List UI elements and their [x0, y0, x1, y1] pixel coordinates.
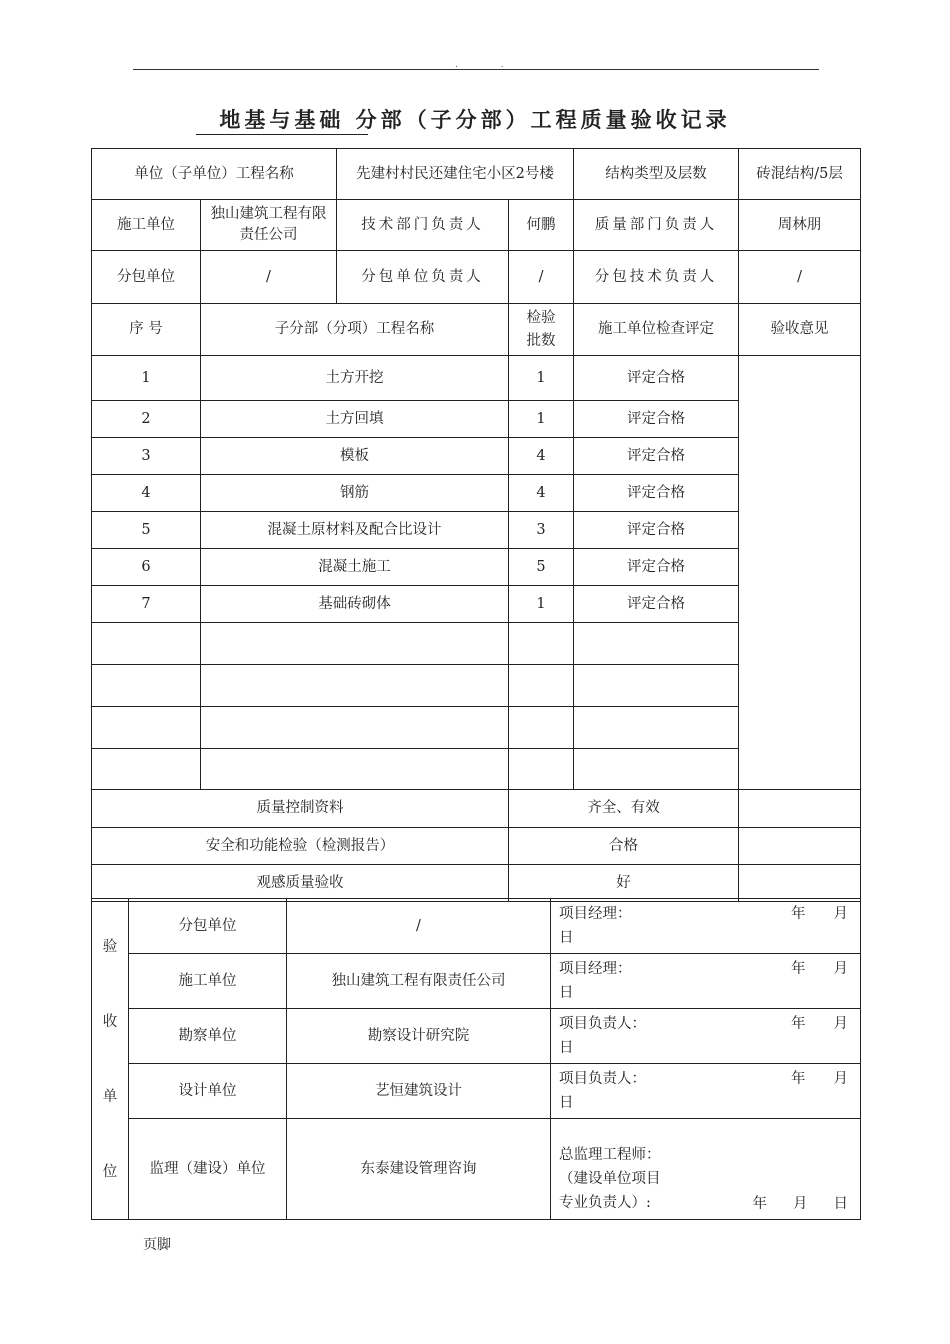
- row-batches: 4: [509, 475, 574, 512]
- header-dots: . .: [455, 60, 524, 70]
- safety-check-value: 合格: [509, 828, 739, 865]
- unit-signature: [551, 899, 861, 954]
- tech-head-value: 何鹏: [509, 200, 574, 251]
- year-label: 年: [791, 1016, 806, 1032]
- month-label: 月: [833, 906, 848, 922]
- row-batches: 4: [509, 438, 574, 475]
- col-opinion-header: 验收意见: [739, 304, 861, 356]
- row-seq: 3: [92, 438, 201, 475]
- signer-label: 项目负责人：: [559, 1016, 646, 1032]
- day-label: 日: [559, 1095, 574, 1111]
- unit-signature: [551, 1064, 861, 1119]
- unit-role: 勘察单位: [129, 1009, 287, 1064]
- side-char: 验: [102, 938, 118, 955]
- page-footer: 页脚: [143, 1237, 171, 1253]
- supervisor-signature: [551, 1119, 861, 1220]
- tech-head-label: 技术部门负责人: [337, 200, 509, 251]
- subcontractor-label: 分包单位: [92, 251, 201, 304]
- unit-name: 独山建筑工程有限责任公司: [287, 954, 551, 1009]
- unit-role: 施工单位: [129, 954, 287, 1009]
- qc-docs-label: 质量控制资料: [92, 790, 509, 828]
- batches-header-line2: 批数: [526, 332, 556, 349]
- structure-value: 砖混结构/5层: [739, 149, 861, 200]
- subcontractor-value: /: [201, 251, 337, 304]
- side-char: 单: [102, 1088, 118, 1105]
- row-name: 混凝土原材料及配合比设计: [201, 512, 509, 549]
- signer-label: 项目负责人：: [559, 1071, 646, 1087]
- col-name-header: 子分部（分项）工程名称: [201, 304, 509, 356]
- contractor-value: 独山建筑工程有限责任公司: [201, 200, 337, 251]
- row-eval: 评定合格: [574, 549, 739, 586]
- unit-name: 勘察设计研究院: [287, 1009, 551, 1064]
- day-label: 日: [559, 985, 574, 1001]
- quality-head-value: 周林朋: [739, 200, 861, 251]
- side-char: 收: [102, 1013, 118, 1030]
- unit-name: 艺恒建筑设计: [287, 1064, 551, 1119]
- sub-tech-label: 分包技术负责人: [574, 251, 739, 304]
- col-eval-header: 施工单位检查评定: [574, 304, 739, 356]
- title-underlined-part: 地基与基础: [219, 107, 345, 132]
- structure-label: 结构类型及层数: [574, 149, 739, 200]
- signer-note: （建设单位项目: [559, 1171, 661, 1187]
- row-batches: 1: [509, 586, 574, 623]
- qc-docs-opinion: [739, 790, 861, 828]
- unit-role: 设计单位: [129, 1064, 287, 1119]
- row-seq: 5: [92, 512, 201, 549]
- year-label: 年: [791, 961, 806, 977]
- signer-label: 总监理工程师：: [559, 1147, 661, 1163]
- unit-signature: [551, 1009, 861, 1064]
- sub-head-label: 分包单位负责人: [337, 251, 509, 304]
- appearance-opinion: [739, 865, 861, 902]
- signer-note: 专业负责人）:: [559, 1195, 651, 1211]
- quality-head-label: 质量部门负责人: [574, 200, 739, 251]
- signer-label: 项目经理：: [559, 906, 632, 922]
- row-seq: 1: [92, 356, 201, 401]
- col-batches-header: [509, 304, 574, 356]
- unit-role: 分包单位: [129, 899, 287, 954]
- year-label: 年: [791, 1071, 806, 1087]
- year-label: 年: [791, 906, 806, 922]
- page-title: [0, 104, 950, 134]
- row-name: 钢筋: [201, 475, 509, 512]
- unit-name: 东泰建设管理咨询: [287, 1119, 551, 1220]
- row-batches: 1: [509, 356, 574, 401]
- table-row: [92, 356, 861, 401]
- row-eval: 评定合格: [574, 401, 739, 438]
- side-char: 位: [102, 1163, 118, 1180]
- contractor-label: 施工单位: [92, 200, 201, 251]
- year-label: 年: [752, 1196, 767, 1212]
- sub-tech-value: /: [739, 251, 861, 304]
- signer-label: 项目经理：: [559, 961, 632, 977]
- row-batches: 5: [509, 549, 574, 586]
- appearance-label: 观感质量验收: [92, 865, 509, 902]
- row-seq: 7: [92, 586, 201, 623]
- row-batches: 3: [509, 512, 574, 549]
- sub-head-value: /: [509, 251, 574, 304]
- row-eval: 评定合格: [574, 512, 739, 549]
- row-eval: 评定合格: [574, 586, 739, 623]
- unit-name: /: [287, 899, 551, 954]
- project-name-label: 单位（子单位）工程名称: [92, 149, 337, 200]
- row-seq: 6: [92, 549, 201, 586]
- row-eval: 评定合格: [574, 438, 739, 475]
- acceptance-record-table: [91, 148, 861, 902]
- month-label: 月: [833, 1071, 848, 1087]
- qc-docs-value: 齐全、有效: [509, 790, 739, 828]
- title-underline: [196, 134, 368, 135]
- day-label: 日: [833, 1196, 848, 1212]
- acceptance-units-side-label: [92, 899, 129, 1220]
- row-seq: 2: [92, 401, 201, 438]
- title-rest: 分部（子分部）工程质量验收记录: [344, 107, 731, 132]
- safety-check-label: 安全和功能检验（检测报告）: [92, 828, 509, 865]
- batches-header-line1: 检验: [526, 309, 556, 326]
- row-eval: 评定合格: [574, 356, 739, 401]
- row-eval: 评定合格: [574, 475, 739, 512]
- day-label: 日: [559, 930, 574, 946]
- row-name: 土方回填: [201, 401, 509, 438]
- acceptance-units-table: [91, 898, 861, 1220]
- header-rule: [133, 69, 819, 70]
- appearance-value: 好: [509, 865, 739, 902]
- project-name-value: 先建村村民还建住宅小区2号楼: [337, 149, 574, 200]
- month-label: 月: [833, 961, 848, 977]
- safety-check-opinion: [739, 828, 861, 865]
- row-name: 基础砖砌体: [201, 586, 509, 623]
- row-seq: 4: [92, 475, 201, 512]
- unit-role: 监理（建设）单位: [129, 1119, 287, 1220]
- row-name: 混凝土施工: [201, 549, 509, 586]
- opinion-cell: [739, 356, 861, 790]
- unit-signature: [551, 954, 861, 1009]
- col-seq-header: 序 号: [92, 304, 201, 356]
- row-batches: 1: [509, 401, 574, 438]
- month-label: 月: [833, 1016, 848, 1032]
- row-name: 模板: [201, 438, 509, 475]
- row-name: 土方开挖: [201, 356, 509, 401]
- month-label: 月: [793, 1196, 808, 1212]
- day-label: 日: [559, 1040, 574, 1056]
